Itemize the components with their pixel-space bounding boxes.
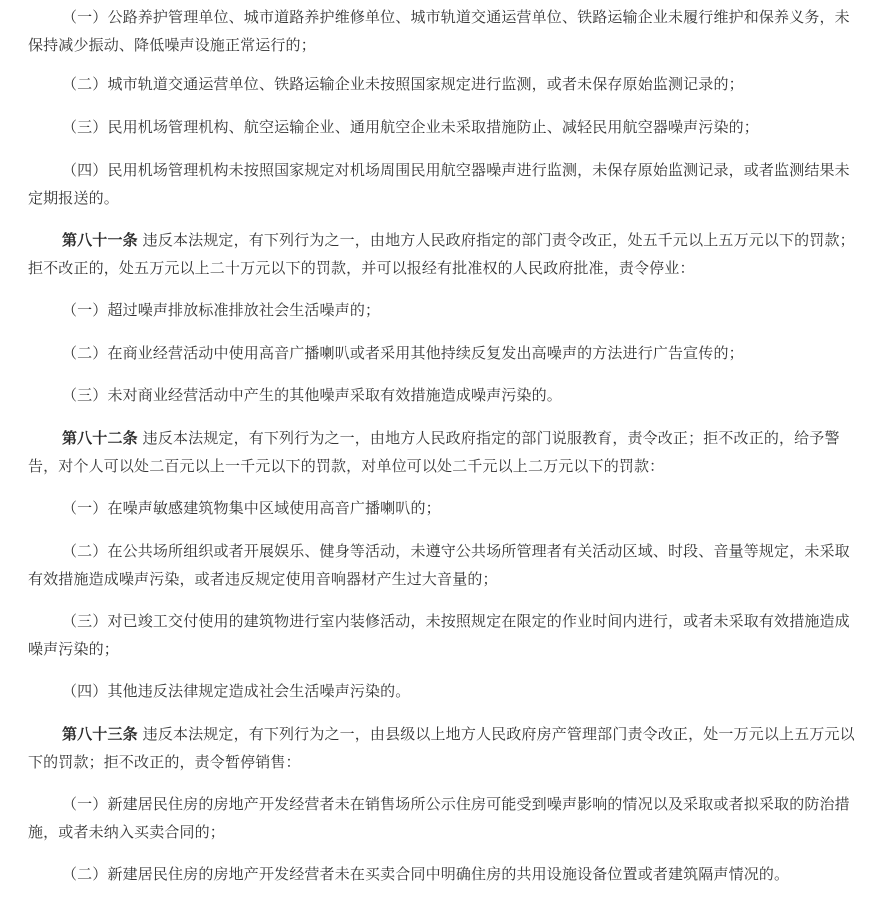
- paragraph-article: [28, 720, 858, 776]
- paragraph-text: （二）城市轨道交通运营单位、铁路运输企业未按照国家规定进行监测，或者未保存原始监测记录的；: [62, 75, 744, 93]
- paragraph-clause: [28, 113, 858, 141]
- paragraph-article: [28, 226, 858, 282]
- paragraph-text: （一）新建居民住房的房地产开发经营者未在销售场所公示住房可能受到噪声影响的情况以及采取或者拟采取的防治措施，或者未纳入买卖合同的；: [28, 795, 850, 841]
- paragraph-clause: [28, 296, 858, 324]
- paragraph-text: （三）对已竣工交付使用的建筑物进行室内装修活动，未按照规定在限定的作业时间内进行，或者未采取有效措施造成噪声污染的；: [28, 612, 850, 658]
- paragraph-text: （三）未对商业经营活动中产生的其他噪声采取有效措施造成噪声污染的。: [62, 386, 562, 404]
- paragraph-clause: [28, 339, 858, 367]
- paragraph-clause: [28, 537, 858, 593]
- paragraph-clause: [28, 3, 858, 59]
- paragraph-text: 违反本法规定，有下列行为之一，由县级以上地方人民政府房产管理部门责令改正，处一万元以上五万元以下的罚款；拒不改正的，责令暂停销售：: [28, 725, 855, 771]
- paragraph-clause: [28, 381, 858, 409]
- paragraph-text: （一）超过噪声排放标准排放社会生活噪声的；: [62, 301, 381, 319]
- paragraph-text: （二）在公共场所组织或者开展娱乐、健身等活动，未遵守公共场所管理者有关活动区域、时段、音量等规定，未采取有效措施造成噪声污染，或者违反规定使用音响器材产生过大音量的；: [28, 542, 850, 588]
- paragraph-text: （二）新建居民住房的房地产开发经营者未在买卖合同中明确住房的共用设施设备位置或者建筑隔声情况的。: [62, 865, 790, 883]
- paragraph-clause: [28, 494, 858, 522]
- paragraph-text: （三）民用机场管理机构、航空运输企业、通用航空企业未采取措施防止、减轻民用航空器噪声污染的；: [62, 118, 759, 136]
- paragraph-text: （四）民用机场管理机构未按照国家规定对机场周围民用航空器噪声进行监测，未保存原始监测记录，或者监测结果未定期报送的。: [28, 161, 850, 207]
- article-number: 第八十三条: [62, 725, 138, 743]
- article-number: 第八十二条: [62, 429, 138, 447]
- paragraph-text: （四）其他违反法律规定造成社会生活噪声污染的。: [62, 682, 411, 700]
- paragraph-clause: [28, 156, 858, 212]
- paragraph-clause: [28, 607, 858, 663]
- paragraph-clause: [28, 70, 858, 98]
- paragraph-text: （一）公路养护管理单位、城市道路养护维修单位、城市轨道交通运营单位、铁路运输企业未履行维护和保养义务，未保持减少振动、降低噪声设施正常运行的；: [28, 8, 850, 54]
- paragraph-clause: [28, 677, 858, 705]
- paragraph-text: （一）在噪声敏感建筑物集中区域使用高音广播喇叭的；: [62, 499, 441, 517]
- paragraph-text: （二）在商业经营活动中使用高音广播喇叭或者采用其他持续反复发出高噪声的方法进行广告宣传的；: [62, 344, 744, 362]
- paragraph-clause: [28, 790, 858, 846]
- paragraph-article: [28, 424, 858, 480]
- paragraph-clause: [28, 860, 858, 888]
- paragraph-text: 违反本法规定，有下列行为之一，由地方人民政府指定的部门说服教育，责令改正；拒不改正的，给予警告，对个人可以处二百元以上一千元以下的罚款，对单位可以处二千元以上二万元以下的罚款：: [28, 429, 840, 475]
- article-number: 第八十一条: [62, 231, 138, 249]
- paragraph-text: 违反本法规定，有下列行为之一，由地方人民政府指定的部门责令改正，处五千元以上五万元以下的罚款；拒不改正的，处五万元以上二十万元以下的罚款，并可以报经有批准权的人民政府批准，责令停业：: [28, 231, 855, 277]
